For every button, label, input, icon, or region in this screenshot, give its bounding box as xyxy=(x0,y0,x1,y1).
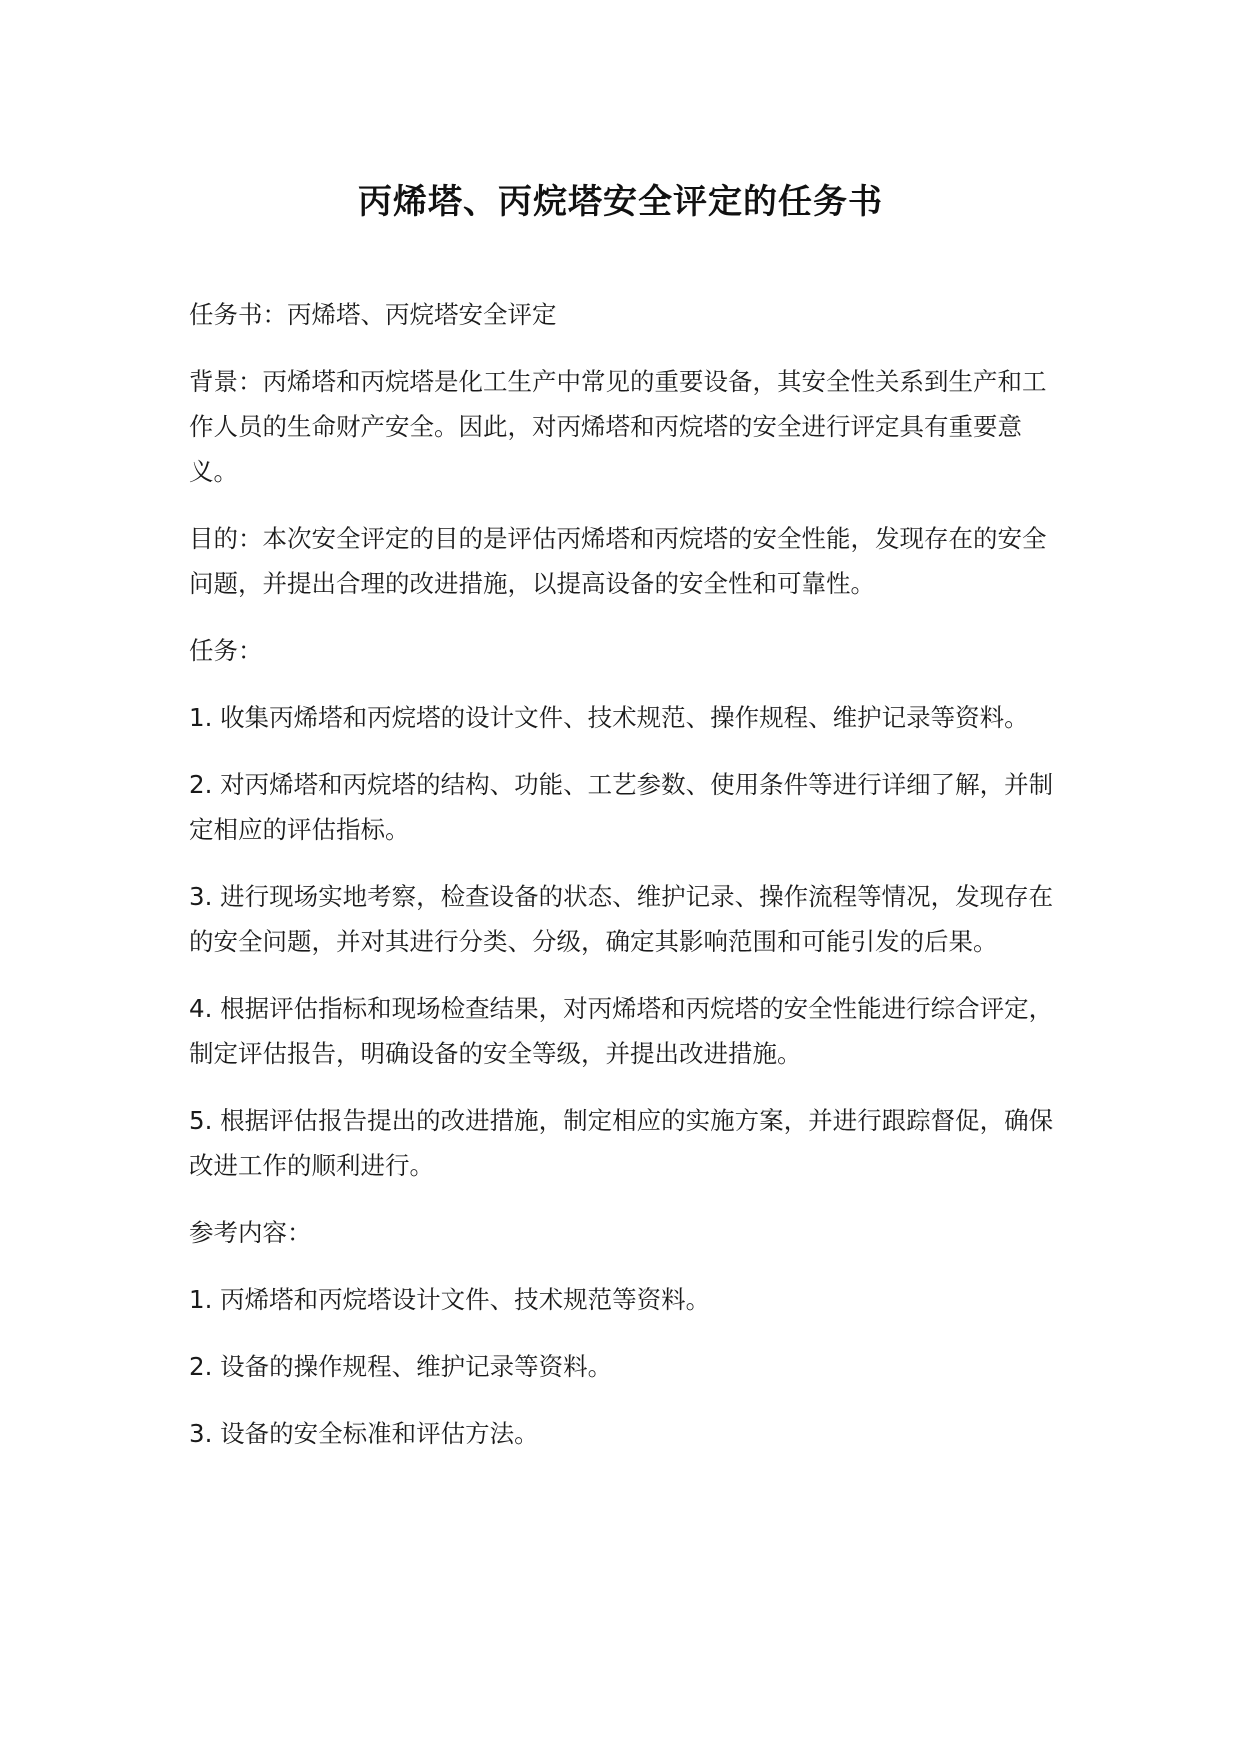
reference-item-3: 3. 设备的安全标准和评估方法。 xyxy=(189,1419,539,1448)
task-item-5: 5. 根据评估报告提出的改进措施，制定相应的实施方案，并进行跟踪督促，确保改进工作的顺利进行。 xyxy=(189,1106,1054,1180)
purpose-paragraph: 目的：本次安全评定的目的是评估丙烯塔和丙烷塔的安全性能，发现存在的安全问题，并提出合理的改进措施，以提高设备的安全性和可靠性。 xyxy=(189,524,1047,598)
references-label: 参考内容： xyxy=(189,1218,312,1247)
task-heading: 任务书：丙烯塔、丙烷塔安全评定 xyxy=(189,300,557,329)
background-paragraph: 背景：丙烯塔和丙烷塔是化工生产中常见的重要设备，其安全性关系到生产和工作人员的生命财产安全。因此，对丙烯塔和丙烷塔的安全进行评定具有重要意义。 xyxy=(189,367,1047,486)
task-item-2: 2. 对丙烯塔和丙烷塔的结构、功能、工艺参数、使用条件等进行详细了解，并制定相应的评估指标。 xyxy=(189,770,1054,844)
task-item-3: 3. 进行现场实地考察，检查设备的状态、维护记录、操作流程等情况，发现存在的安全问题，并对其进行分类、分级，确定其影响范围和可能引发的后果。 xyxy=(189,882,1054,956)
task-item-4: 4. 根据评估指标和现场检查结果，对丙烯塔和丙烷塔的安全性能进行综合评定，制定评估报告，明确设备的安全等级，并提出改进措施。 xyxy=(189,994,1054,1068)
reference-item-1: 1. 丙烯塔和丙烷塔设计文件、技术规范等资料。 xyxy=(189,1285,711,1314)
tasks-label: 任务： xyxy=(189,636,263,665)
document-title: 丙烯塔、丙烷塔安全评定的任务书 xyxy=(358,182,883,222)
reference-item-2: 2. 设备的操作规程、维护记录等资料。 xyxy=(189,1352,613,1381)
document-body xyxy=(189,292,1059,1478)
task-item-1: 1. 收集丙烯塔和丙烷塔的设计文件、技术规范、操作规程、维护记录等资料。 xyxy=(189,703,1029,732)
